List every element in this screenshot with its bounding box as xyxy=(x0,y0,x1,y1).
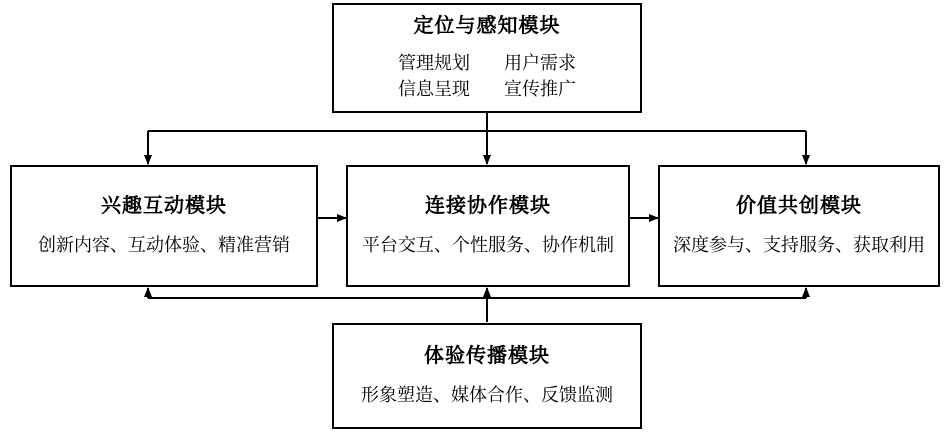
node-value-body: 深度参与、支持服务、获取利用 xyxy=(673,234,925,255)
node-experience-module[interactable] xyxy=(332,323,642,429)
node-positioning-item-3: 信息呈现 xyxy=(398,79,470,99)
node-experience-body: 形象塑造、媒体合作、反馈监测 xyxy=(361,384,613,405)
node-interest-body: 创新内容、互动体验、精准营销 xyxy=(38,234,290,255)
node-connection-body: 平台交互、个性服务、协作机制 xyxy=(362,234,614,255)
node-positioning-title: 定位与感知模块 xyxy=(413,14,561,37)
node-positioning-item-2: 用户需求 xyxy=(504,52,576,73)
node-positioning-module[interactable] xyxy=(332,3,642,113)
node-positioning-row2 xyxy=(398,76,576,102)
node-interest-title: 兴趣互动模块 xyxy=(101,194,227,217)
node-value-module[interactable] xyxy=(658,165,940,287)
node-interest-module[interactable] xyxy=(10,165,318,287)
node-positioning-row1 xyxy=(398,50,576,76)
node-positioning-item-1: 管理规划 xyxy=(398,52,470,73)
node-connection-module[interactable] xyxy=(346,165,630,287)
node-positioning-item-4: 宣传推广 xyxy=(504,79,576,99)
node-value-title: 价值共创模块 xyxy=(736,194,862,217)
node-connection-title: 连接协作模块 xyxy=(425,194,551,217)
node-experience-title: 体验传播模块 xyxy=(424,344,550,367)
